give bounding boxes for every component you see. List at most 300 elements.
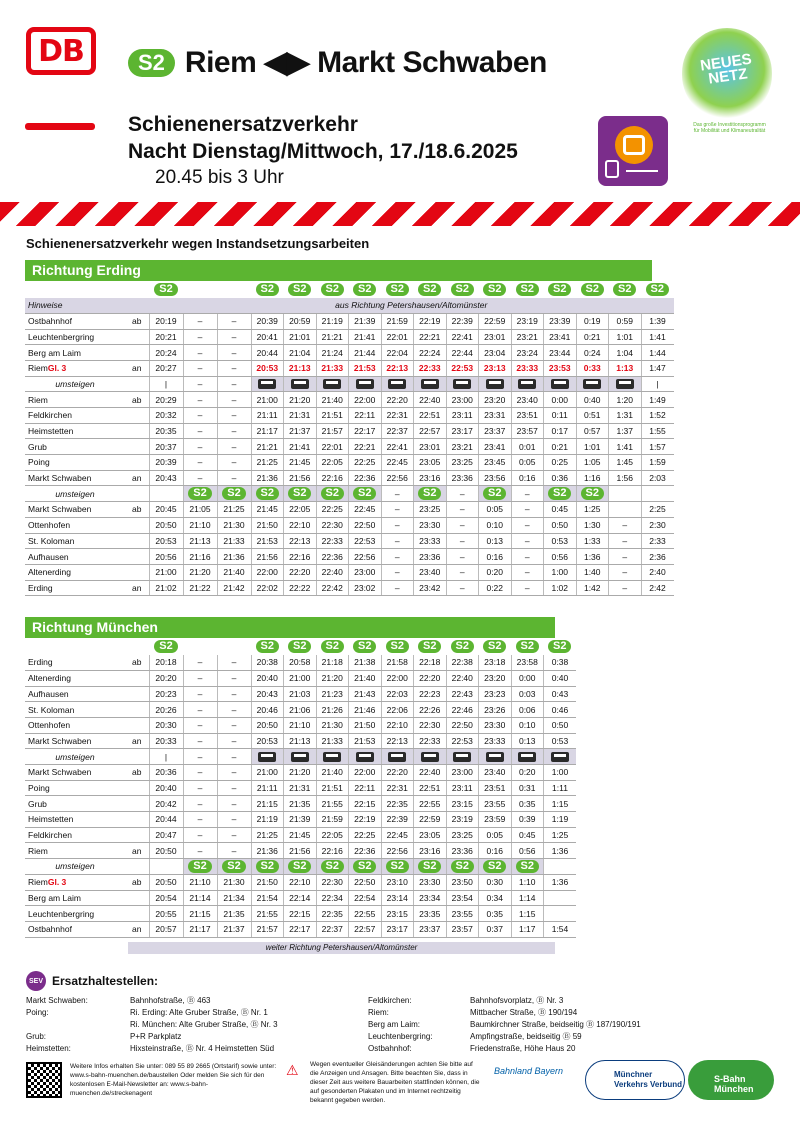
departure-time: 0:20 [479,564,512,580]
departure-time [217,486,251,502]
departure-time: 20:20 [149,670,183,686]
table-row: Erding ab 20:18 – – 20:38 20:58 21:18 21:38 21:58 22:18 22:38 23:18 23:58 0:38 [25,655,576,671]
station-name: Markt Schwaben [25,733,125,749]
departure-time: 23:40 [511,392,544,408]
departure-time: 21:50 [251,517,284,533]
departure-time: – [511,564,544,580]
ersatz-stop: Friedenstraße, Höhe Haus 20 [470,1044,576,1053]
departure-time: 21:20 [183,564,217,580]
s2-pill: S2 [321,283,344,296]
departure-time: 21:45 [251,502,284,518]
departure-time [149,859,183,875]
departure-time: 1:56 [609,470,642,486]
departure-time: 20:53 [149,533,183,549]
departure-time: 21:21 [251,439,284,455]
departure-time: 22:13 [381,360,414,376]
timetable-muenchen [25,639,576,938]
s2-pill: S2 [386,860,409,873]
departure-time: 22:34 [316,890,349,906]
departure-time: 21:33 [316,360,349,376]
departure-time [544,859,577,875]
departure-time: 22:10 [381,717,414,733]
departure-time: 20:42 [149,796,183,812]
departure-time: 1:49 [641,392,674,408]
table-row [25,906,576,922]
departure-time: 23:21 [511,329,544,345]
departure-time: 20:50 [149,517,183,533]
departure-time: 20:30 [149,717,183,733]
bus-icon [583,379,601,389]
departure-time: 22:11 [349,408,382,424]
departure-time: 22:41 [381,439,414,455]
departure-time [349,486,382,502]
departure-time: – [446,580,479,596]
departure-time: 21:38 [349,655,382,671]
section-muenchen: Richtung München [25,617,555,638]
departure-time: 23:57 [511,423,544,439]
departure-time: – [217,749,251,765]
departure-time: 21:13 [183,533,217,549]
departure-time: 22:00 [251,564,284,580]
bus-icon [421,752,439,762]
s2-pill: S2 [256,283,279,296]
departure-time: – [446,486,479,502]
section-erding: Richtung Erding [25,260,652,281]
station-name: Feldkirchen [25,827,125,843]
departure-time: 0:17 [544,423,577,439]
departure-time: – [217,423,251,439]
departure-time: 22:16 [316,470,349,486]
s2-badge: S2 [128,49,175,77]
departure-time: 0:21 [576,329,609,345]
departure-time: – [183,392,217,408]
departure-time: 21:10 [183,517,217,533]
departure-time: 20:46 [251,702,284,718]
table-row [25,827,576,843]
departure-time: 1:19 [544,812,577,828]
s2-pill: S2 [321,860,344,873]
departure-time: 22:03 [381,686,414,702]
departure-time [349,376,382,392]
departure-time [511,859,544,875]
departure-time: 2:36 [641,549,674,565]
departure-time: – [381,502,414,518]
departure-time: 22:26 [414,702,447,718]
departure-time: 23:31 [479,408,512,424]
departure-time: – [217,670,251,686]
table-row: RiemGl. 3 ab 20:50 21:10 21:30 21:50 22:10 22:30 22:50 23:10 23:30 23:50 0:30 1:10 1:36 [25,874,576,890]
departure-time: 23:59 [479,812,512,828]
departure-time: 22:38 [446,655,479,671]
station-name: Ottenhofen [25,717,125,733]
departure-time: – [183,313,217,329]
departure-time: 23:21 [446,439,479,455]
departure-time: 22:21 [349,439,382,455]
station-name: Riem [25,392,125,408]
departure-time [479,859,512,875]
departure-time: 0:43 [544,686,577,702]
departure-time: 0:38 [544,655,577,671]
departure-time: 23:40 [479,765,512,781]
departure-time: 22:31 [381,780,414,796]
departure-time: 23:41 [479,439,512,455]
departure-time: 21:54 [251,890,284,906]
departure-time: – [511,517,544,533]
departure-time: 23:05 [414,455,447,471]
departure-time: 0:16 [479,843,512,859]
departure-time: 0:45 [544,502,577,518]
departure-time: 1:52 [641,408,674,424]
bus-icon [486,752,504,762]
departure-time: 21:43 [349,686,382,702]
departure-time: 21:15 [251,796,284,812]
departure-time: – [217,329,251,345]
departure-time: 23:53 [544,360,577,376]
departure-time: 0:03 [511,686,544,702]
departure-time: 20:43 [149,470,183,486]
departure-time: 23:56 [479,470,512,486]
s2-pill: S2 [418,487,441,500]
table-row [25,423,674,439]
departure-time: 21:19 [316,313,349,329]
departure-time: – [183,702,217,718]
departure-time: 22:17 [284,921,317,937]
departure-time: 21:50 [251,874,284,890]
departure-time [316,749,349,765]
departure-time: – [183,765,217,781]
departure-time: 22:33 [316,533,349,549]
bus-replacement-icon [598,116,668,186]
s2-pill: S2 [483,487,506,500]
bus-icon [388,752,406,762]
departure-time: 21:44 [349,345,382,361]
departure-time: – [217,360,251,376]
departure-time: 20:23 [149,686,183,702]
departure-time: 0:33 [576,360,609,376]
departure-time: 21:35 [217,906,251,922]
departure-time [511,376,544,392]
heading-time: 20.45 bis 3 Uhr [155,167,284,188]
departure-time [349,749,382,765]
qr-code-icon[interactable] [26,1062,62,1098]
departure-time: 23:10 [381,874,414,890]
s2-pill: S2 [418,283,441,296]
departure-time: 22:18 [414,655,447,671]
ersatz-stop: Ri. München: Alte Gruber Straße, Ⓑ Nr. 3 [130,1020,278,1029]
table-row: Ostbahnhof ab 20:19 – – 20:39 20:59 21:19 21:39 21:59 22:19 22:39 22:59 23:19 23:39 0:19 0:59 1:39 [25,313,674,329]
departure-time: 23:25 [414,502,447,518]
departure-time: – [183,796,217,812]
departure-time: – [446,564,479,580]
departure-time: 21:56 [284,470,317,486]
bus-icon [518,379,536,389]
s2-pill: S2 [256,487,279,500]
s2-pill: S2 [386,283,409,296]
s2-pill: S2 [321,487,344,500]
departure-time: 21:03 [284,686,317,702]
departure-time: 22:40 [414,392,447,408]
departure-time: 0:56 [511,843,544,859]
departure-time: 21:14 [183,890,217,906]
ersatz-stop: Hixsteinstraße, Ⓑ Nr. 4 Heimstetten Süd [130,1044,275,1053]
departure-time: 23:24 [511,345,544,361]
bus-icon [421,379,439,389]
departure-time: 23:51 [511,408,544,424]
departure-time: – [217,439,251,455]
departure-time: – [183,470,217,486]
departure-time: 23:11 [446,408,479,424]
departure-time: 0:25 [544,455,577,471]
departure-time: – [381,580,414,596]
departure-time: 21:51 [316,408,349,424]
departure-time: 21:16 [183,549,217,565]
table-row: Erding an 21:02 21:22 21:42 22:02 22:22 22:42 23:02 – 23:42 – 0:22 – 1:02 1:42 – 2:42 [25,580,674,596]
table-row: Riem ab 20:29 – – 21:00 21:20 21:40 22:00 22:20 22:40 23:00 23:20 23:40 0:00 0:40 1:20 1:49 [25,392,674,408]
table-row [25,455,674,471]
departure-time: 23:40 [414,564,447,580]
departure-time [414,749,447,765]
ersatz-stop: Ampfingstraße, beidseitig Ⓑ 59 [470,1032,582,1041]
s2-pill: S2 [386,640,409,653]
departure-time: – [183,455,217,471]
departure-time: 20:58 [284,655,317,671]
departure-time: – [217,733,251,749]
departure-time [446,859,479,875]
bus-icon [616,379,634,389]
departure-time: 0:40 [544,670,577,686]
departure-time: 23:30 [479,717,512,733]
bahnland-bayern-logo: Bahnland Bayern [494,1066,564,1076]
departure-time: 21:40 [316,765,349,781]
departure-time: 1:42 [576,580,609,596]
station-name: Erding [25,580,125,596]
departure-time: 23:54 [446,890,479,906]
departure-time: – [183,780,217,796]
departure-time: 0:36 [544,470,577,486]
departure-time: 22:05 [316,827,349,843]
departure-time: 0:05 [479,502,512,518]
departure-time: – [217,470,251,486]
bus-icon [551,379,569,389]
departure-time: 1:37 [609,423,642,439]
ersatz-station: Grub: [26,1032,47,1041]
departure-time [414,486,447,502]
departure-time [446,376,479,392]
departure-time: 22:11 [349,780,382,796]
departure-time: 21:45 [284,455,317,471]
departure-time: 21:20 [316,670,349,686]
departure-time [609,502,642,518]
mvv-logo: Münchner Verkehrs Verbund [585,1060,685,1100]
ersatz-stop: P+R Parkplatz [130,1032,182,1041]
s2-pill: S2 [288,487,311,500]
departure-time: 21:36 [251,470,284,486]
departure-time [316,859,349,875]
departure-time: 22:06 [381,702,414,718]
departure-time: 21:37 [284,423,317,439]
departure-time: 23:00 [349,564,382,580]
s2-pill: S2 [516,860,539,873]
departure-time: 0:10 [479,517,512,533]
departure-time: 22:17 [349,423,382,439]
bus-icon [388,379,406,389]
departure-time: – [217,827,251,843]
departure-time: – [511,580,544,596]
table-row [25,549,674,565]
departure-time [284,376,317,392]
departure-time [251,486,284,502]
departure-time: – [511,502,544,518]
departure-time: 1:01 [609,329,642,345]
s2-pill: S2 [548,487,571,500]
departure-time: 22:36 [349,470,382,486]
departure-time: 20:21 [149,329,183,345]
departure-time: 21:53 [349,733,382,749]
table-row: Ostbahnhof an 20:57 21:17 21:37 21:57 22:17 22:37 22:57 23:17 23:37 23:57 0:37 1:17 1:54 [25,921,576,937]
departure-time: 20:37 [149,439,183,455]
departure-time: 23:34 [414,890,447,906]
departure-time: 20:45 [149,502,183,518]
heading-sev: Schienenersatzverkehr [128,113,358,136]
departure-time: 1:30 [576,517,609,533]
departure-time: 21:40 [217,564,251,580]
departure-time: 20:36 [149,765,183,781]
departure-time: – [217,702,251,718]
departure-time: 20:44 [149,812,183,828]
sbahn-muenchen-logo: S-Bahn München [688,1060,774,1100]
departure-time: 23:15 [381,906,414,922]
departure-time [251,859,284,875]
bus-icon [291,379,309,389]
departure-time: 21:31 [284,780,317,796]
s2-pill: S2 [483,860,506,873]
bus-icon [453,379,471,389]
departure-time: 22:02 [251,580,284,596]
station-name: Aufhausen [25,686,125,702]
departure-time: – [217,686,251,702]
departure-time: 22:00 [349,765,382,781]
table-row: Markt Schwaben ab 20:36 – – 21:00 21:20 21:40 22:00 22:20 22:40 23:00 23:40 0:20 1:00 [25,765,576,781]
departure-time: 22:51 [414,780,447,796]
ersatz-stop: Bahnhofsvorplatz, Ⓑ Nr. 3 [470,996,564,1005]
departure-time: 22:13 [284,533,317,549]
departure-time: 1:31 [609,408,642,424]
departure-time: 1:01 [576,439,609,455]
departure-time: 0:34 [479,890,512,906]
departure-time: 22:40 [414,765,447,781]
station-name: Leuchtenbergring [25,906,125,922]
departure-time: 22:59 [414,812,447,828]
table-row [25,486,674,502]
station-name: Aufhausen [25,549,125,565]
neues-netz-subtitle: Das große Investitionsprogramm für Mobilität und Klimaneutralität [693,122,766,134]
departure-time: 21:00 [149,564,183,580]
departure-time: 21:02 [149,580,183,596]
departure-time: – [183,670,217,686]
departure-time: 21:00 [251,765,284,781]
departure-time: 21:21 [316,329,349,345]
departure-time: – [183,827,217,843]
departure-time: 0:46 [544,702,577,718]
departure-time: – [217,408,251,424]
departure-time: 22:10 [284,874,317,890]
departure-time [183,859,217,875]
departure-time: 22:23 [414,686,447,702]
departure-time: 21:24 [316,345,349,361]
table-row [25,780,576,796]
departure-time: 22:53 [446,360,479,376]
departure-time: 22:15 [284,906,317,922]
departure-time: – [609,533,642,549]
departure-time: 1:05 [576,455,609,471]
departure-time: – [217,717,251,733]
line-title [128,45,547,80]
departure-time: 0:06 [511,702,544,718]
ersatz-title: Ersatzhaltestellen: [52,974,159,988]
departure-time: 0:40 [576,392,609,408]
station-name: Markt Schwaben [25,502,125,518]
departure-time: 21:06 [284,702,317,718]
departure-time: 20:50 [251,717,284,733]
departure-time: 0:16 [511,470,544,486]
departure-time: 23:42 [414,580,447,596]
table-row [25,812,576,828]
s2-pill: S2 [516,283,539,296]
station-name: Ostbahnhof [25,313,125,329]
departure-time: 20:29 [149,392,183,408]
departure-time [446,749,479,765]
departure-time: 0:50 [544,517,577,533]
s2-pill: S2 [516,640,539,653]
departure-time: 22:35 [381,796,414,812]
departure-time: 21:59 [316,812,349,828]
hinweis-text: aus Richtung Petershausen/Altomünster [149,298,674,314]
departure-time [479,749,512,765]
s2-pill: S2 [451,640,474,653]
departure-time: – [381,486,414,502]
departure-time: 23:58 [511,655,544,671]
route-title: Riem ◀▶ Markt Schwaben [184,46,547,79]
departure-time: 23:26 [479,702,512,718]
departure-time: 22:50 [349,874,382,890]
departure-time: 21:56 [251,549,284,565]
ersatz-stop: Ri. Erding: Alte Gruber Straße, Ⓑ Nr. 1 [130,1008,268,1017]
departure-time: 21:39 [349,313,382,329]
departure-time: 22:35 [316,906,349,922]
departure-time: 20:35 [149,423,183,439]
departure-time: 23:20 [479,670,512,686]
departure-time: 22:21 [414,329,447,345]
departure-time: 23:13 [479,360,512,376]
departure-time: 21:30 [217,874,251,890]
departure-time: 21:36 [251,843,284,859]
departure-time: – [183,376,217,392]
departure-time: 22:37 [381,423,414,439]
departure-time: 21:04 [284,345,317,361]
ersatz-station: Markt Schwaben: [26,996,88,1005]
departure-time: 23:15 [446,796,479,812]
departure-time: – [446,533,479,549]
departure-time: – [217,392,251,408]
departure-time: 23:00 [446,392,479,408]
departure-time: – [511,486,544,502]
departure-time: 2:03 [641,470,674,486]
departure-time: 23:01 [414,439,447,455]
departure-time: 1:36 [544,874,577,890]
departure-time: – [217,313,251,329]
departure-time: 21:34 [217,890,251,906]
departure-time: 21:20 [284,765,317,781]
